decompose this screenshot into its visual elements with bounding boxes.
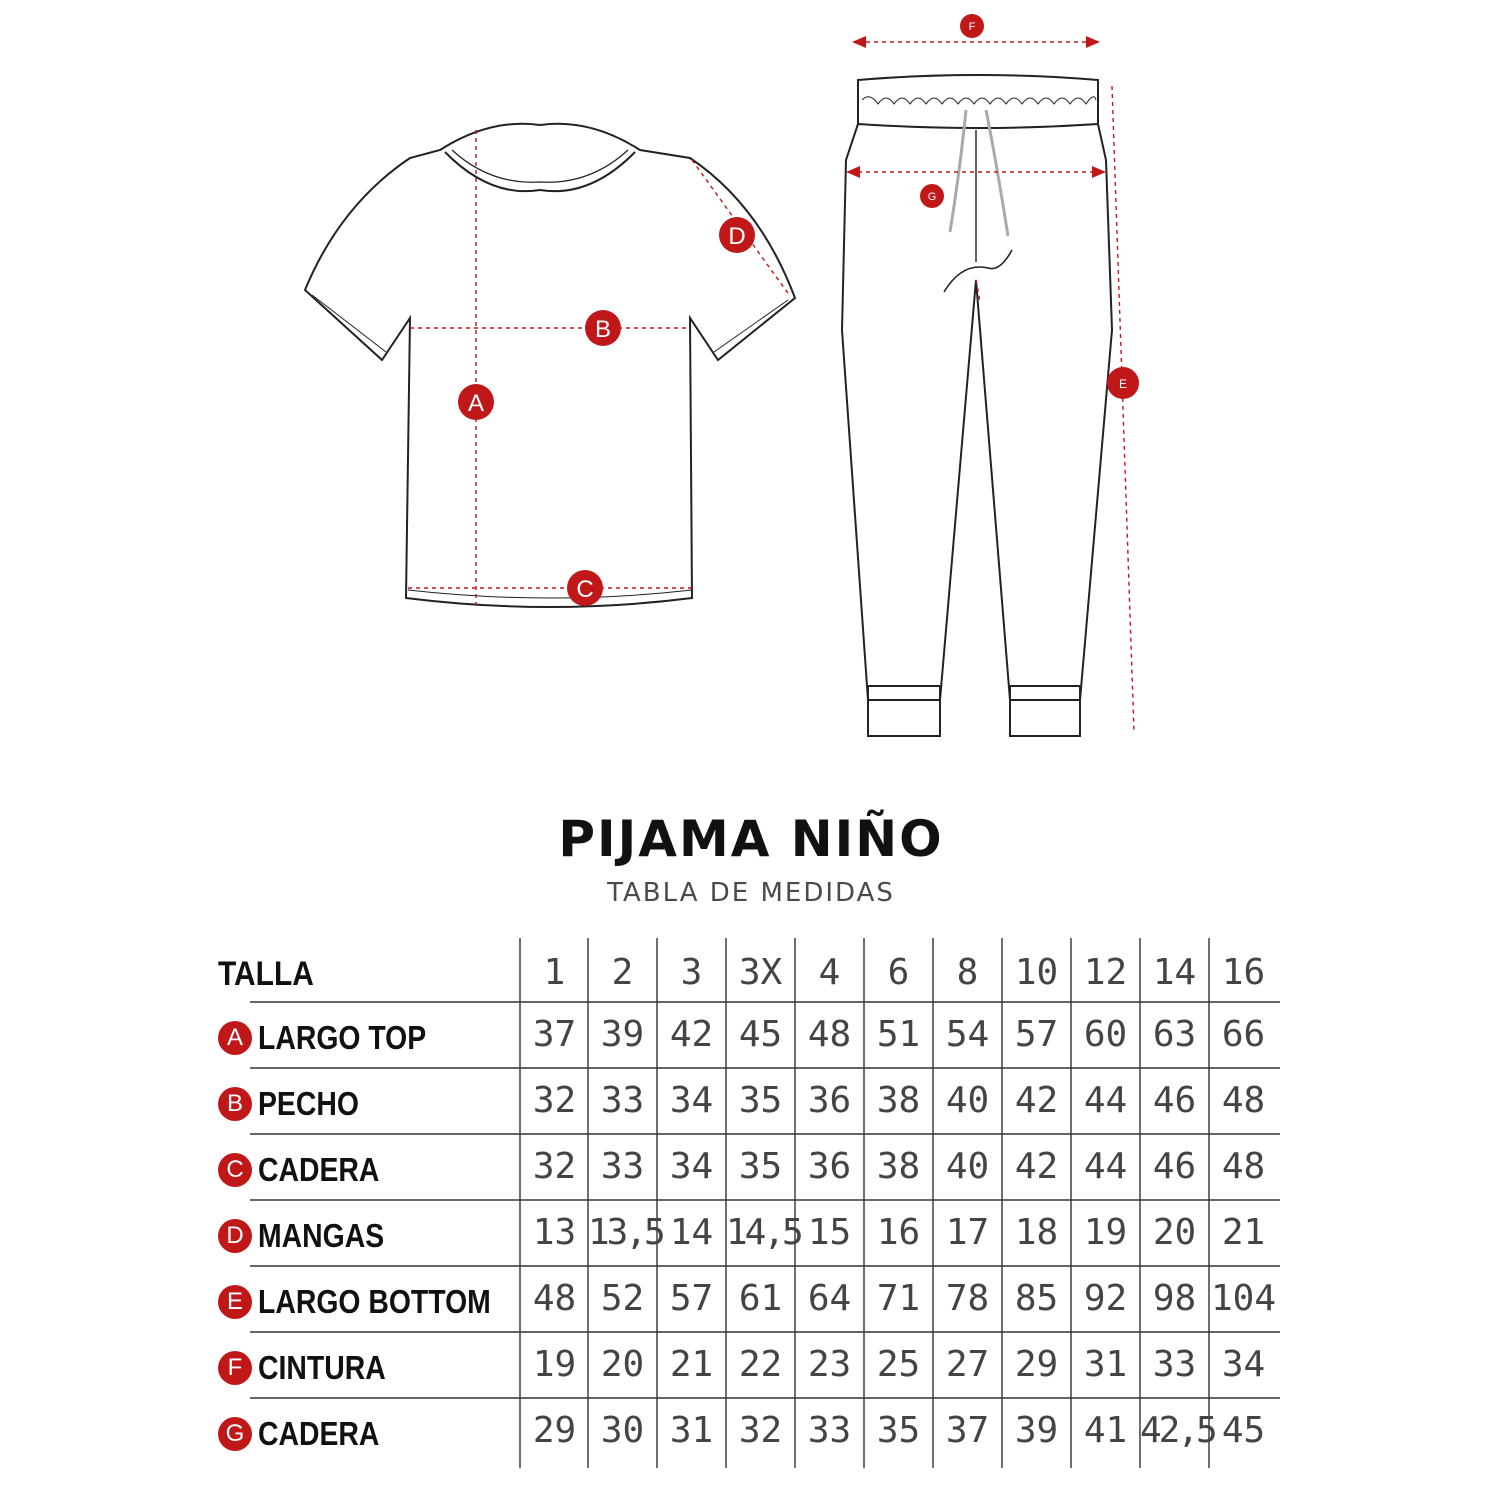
size-header-cell: 10 (1014, 952, 1059, 993)
page-subtitle: TABLA DE MEDIDAS (607, 878, 895, 908)
table-cell: 20 (1152, 1212, 1197, 1253)
size-header-cell: 4 (818, 952, 841, 993)
table-cell: 42 (669, 1014, 714, 1055)
row-letter-badge: B (218, 1087, 252, 1121)
size-header-cell: 6 (887, 952, 910, 993)
row-label (218, 1018, 454, 1058)
size-header-cell: 16 (1221, 952, 1266, 993)
table-cell: 37 (532, 1014, 577, 1055)
table-cell: 35 (738, 1080, 783, 1121)
table-cell: 45 (1221, 1410, 1266, 1451)
size-header-cell: 1 (543, 952, 566, 993)
table-cell: 13 (532, 1212, 577, 1253)
svg-text:E: E (1118, 377, 1128, 391)
page-title: PIJAMA NIÑO (558, 810, 944, 868)
table-cell: 98 (1152, 1278, 1197, 1319)
table-cell: 45 (738, 1014, 783, 1055)
table-cell: 48 (1221, 1146, 1266, 1187)
marker-f (960, 14, 984, 38)
table-cell: 38 (876, 1080, 921, 1121)
size-header-cell: 8 (956, 952, 979, 993)
table-cell: 32 (738, 1410, 783, 1451)
row-label-text: CADERA (258, 1415, 380, 1452)
row-letter-badge: A (218, 1021, 252, 1055)
table-cell: 78 (945, 1278, 990, 1319)
table-cell: 19 (532, 1344, 577, 1385)
row-label-text: CINTURA (258, 1349, 386, 1386)
size-header-cell: 12 (1083, 952, 1128, 993)
table-cell: 17 (945, 1212, 990, 1253)
row-label (218, 1084, 375, 1124)
table-cell: 38 (876, 1146, 921, 1187)
table-cell: 25 (876, 1344, 921, 1385)
table-cell: 13,5 (588, 1212, 663, 1253)
row-letter-badge: D (218, 1219, 252, 1253)
row-letter-badge: E (218, 1285, 252, 1319)
size-header-cell: 2 (611, 952, 634, 993)
table-cell: 33 (600, 1080, 645, 1121)
row-label (218, 1348, 406, 1388)
table-cell: 92 (1083, 1278, 1128, 1319)
table-cell: 42,5 (1140, 1410, 1215, 1451)
table-cell: 61 (738, 1278, 783, 1319)
marker-b (585, 310, 621, 346)
table-cell: 31 (1083, 1344, 1128, 1385)
row-label (218, 1282, 529, 1322)
table-cell: 48 (1221, 1080, 1266, 1121)
table-cell: 36 (807, 1146, 852, 1187)
row-label-text: CADERA (258, 1151, 380, 1188)
table-cell: 33 (1152, 1344, 1197, 1385)
table-cell: 33 (600, 1146, 645, 1187)
table-cell: 57 (1014, 1014, 1059, 1055)
table-cell: 30 (600, 1410, 645, 1451)
table-cell: 57 (669, 1278, 714, 1319)
table-cell: 22 (738, 1344, 783, 1385)
table-cell: 36 (807, 1080, 852, 1121)
table-cell: 16 (876, 1212, 921, 1253)
tshirt-measure-lines (408, 130, 790, 608)
table-cell: 14 (669, 1212, 714, 1253)
row-label-text: MANGAS (258, 1217, 385, 1254)
table-cell: 63 (1152, 1014, 1197, 1055)
table-cell: 104 (1210, 1278, 1277, 1319)
pants-drawing (842, 75, 1112, 736)
row-label-text: LARGO TOP (258, 1019, 427, 1056)
table-cell: 29 (532, 1410, 577, 1451)
table-cell: 85 (1014, 1278, 1059, 1319)
table-cell: 71 (876, 1278, 921, 1319)
marker-c (567, 570, 603, 606)
size-header-cell: 3X (738, 952, 783, 993)
svg-text:C: C (576, 576, 594, 603)
table-cell: 42 (1014, 1146, 1059, 1187)
row-letter-badge: G (218, 1417, 252, 1451)
table-cell: 35 (738, 1146, 783, 1187)
row-label-text: PECHO (258, 1085, 359, 1122)
row-label (218, 1414, 399, 1454)
svg-text:D: D (728, 223, 746, 250)
size-header-cell: 14 (1152, 952, 1197, 993)
table-cell: 19 (1083, 1212, 1128, 1253)
table-cell: 66 (1221, 1014, 1266, 1055)
table-cell: 48 (807, 1014, 852, 1055)
table-cell: 27 (945, 1344, 990, 1385)
row-label (218, 1150, 399, 1190)
table-cell: 42 (1014, 1080, 1059, 1121)
table-cell: 35 (876, 1410, 921, 1451)
table-cell: 32 (532, 1080, 577, 1121)
svg-text:B: B (594, 316, 612, 343)
row-letter-badge: F (218, 1351, 252, 1385)
table-cell: 46 (1152, 1146, 1197, 1187)
svg-text:F: F (968, 21, 976, 33)
table-cell: 60 (1083, 1014, 1128, 1055)
table-cell: 29 (1014, 1344, 1059, 1385)
table-cell: 40 (945, 1146, 990, 1187)
marker-e (1107, 367, 1139, 399)
table-cell: 18 (1014, 1212, 1059, 1253)
svg-text:G: G (927, 191, 937, 203)
table-cell: 23 (807, 1344, 852, 1385)
table-cell: 20 (600, 1344, 645, 1385)
row-label (218, 1216, 405, 1256)
marker-d (719, 217, 755, 253)
table-cell: 15 (807, 1212, 852, 1253)
table-cell: 34 (1221, 1344, 1266, 1385)
table-cell: 41 (1083, 1410, 1128, 1451)
table-cell: 21 (669, 1344, 714, 1385)
table-cell: 48 (532, 1278, 577, 1319)
table-cell: 64 (807, 1278, 852, 1319)
table-cell: 39 (1014, 1410, 1059, 1451)
table-cell: 54 (945, 1014, 990, 1055)
row-letter-badge: C (218, 1153, 252, 1187)
size-header-cell: 3 (680, 952, 703, 993)
table-cell: 34 (669, 1146, 714, 1187)
table-cell: 44 (1083, 1146, 1128, 1187)
table-cell: 39 (600, 1014, 645, 1055)
table-cell: 32 (532, 1146, 577, 1187)
table-cell: 34 (669, 1080, 714, 1121)
table-cell: 44 (1083, 1080, 1128, 1121)
table-cell: 40 (945, 1080, 990, 1121)
table-cell: 37 (945, 1410, 990, 1451)
svg-text:A: A (467, 390, 485, 417)
marker-a (458, 384, 494, 420)
table-cell: 21 (1221, 1212, 1266, 1253)
tshirt-drawing (305, 124, 795, 607)
table-cell: 52 (600, 1278, 645, 1319)
table-cell: 31 (669, 1410, 714, 1451)
marker-g (920, 184, 944, 208)
talla-header: TALLA (218, 955, 314, 993)
table-cell: 14,5 (726, 1212, 801, 1253)
table-cell: 33 (807, 1410, 852, 1451)
table-cell: 46 (1152, 1080, 1197, 1121)
row-label-text: LARGO BOTTOM (258, 1283, 491, 1320)
table-cell: 51 (876, 1014, 921, 1055)
